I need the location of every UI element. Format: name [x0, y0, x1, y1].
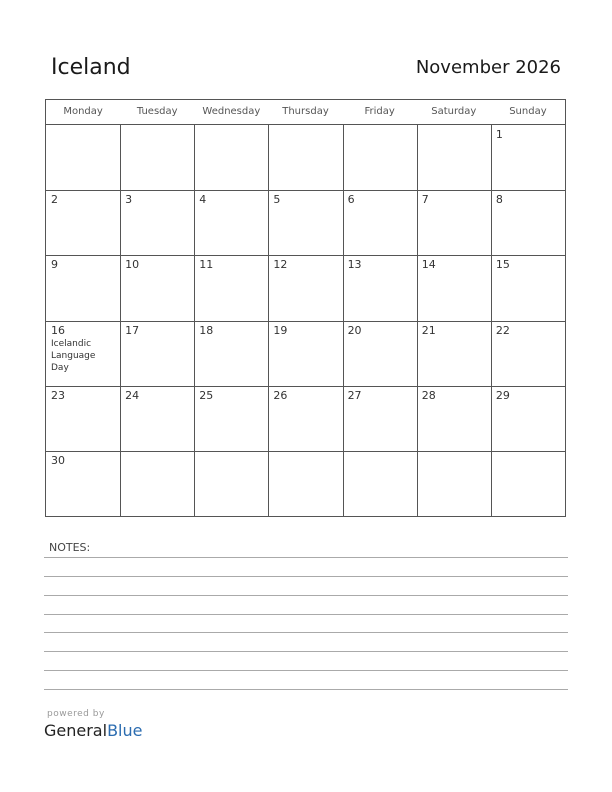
- day-number: 24: [125, 388, 140, 402]
- day-number: 11: [199, 258, 214, 272]
- day-number: 13: [347, 258, 362, 272]
- day-number: 20: [347, 323, 362, 337]
- day-number: 7: [421, 193, 429, 207]
- day-number: 16: [51, 323, 65, 337]
- holiday-label: Icelandic Language Day: [51, 338, 96, 373]
- day-number: 8: [495, 193, 503, 207]
- day-number: 14: [421, 258, 436, 272]
- grid-divider-horizontal: [46, 451, 565, 452]
- grid-divider-horizontal: [46, 255, 565, 256]
- weekday-4: Friday: [364, 106, 395, 117]
- day-number: 10: [125, 258, 140, 272]
- note-line: [44, 595, 568, 596]
- weekday-2: Wednesday: [202, 106, 261, 117]
- day-number: 23: [51, 388, 65, 402]
- day-number: 3: [125, 193, 133, 207]
- day-number: 28: [421, 388, 436, 402]
- day-number: 25: [199, 388, 214, 402]
- weekday-6: Sunday: [509, 106, 547, 117]
- day-number: 26: [273, 388, 288, 402]
- note-line: [44, 651, 568, 652]
- weekday-0: Monday: [63, 106, 103, 117]
- day-number: 2: [51, 193, 58, 207]
- note-line: [44, 557, 568, 558]
- weekday-3: Thursday: [282, 106, 329, 117]
- calendar-grid: [45, 99, 566, 517]
- day-number: 27: [347, 388, 362, 402]
- weekday-header-row: [46, 100, 565, 125]
- weekday-5: Saturday: [431, 106, 477, 117]
- day-number: 15: [495, 258, 510, 272]
- note-line: [44, 670, 568, 671]
- note-line: [44, 689, 568, 690]
- month-title: November 2026: [415, 57, 561, 78]
- day-number: 18: [199, 323, 214, 337]
- notes-label: NOTES:: [49, 541, 91, 554]
- day-number: 30: [51, 453, 65, 467]
- note-line: [44, 632, 568, 633]
- day-number: 12: [273, 258, 288, 272]
- day-number: 6: [347, 193, 355, 207]
- note-line: [44, 576, 568, 577]
- day-number: 29: [495, 388, 510, 402]
- brand-second: Blue: [107, 721, 143, 740]
- grid-divider-horizontal: [46, 321, 565, 322]
- day-number: 17: [125, 323, 140, 337]
- powered-by-text: powered by: [47, 709, 105, 719]
- brand-first: General: [44, 721, 108, 740]
- grid-divider-horizontal: [46, 190, 565, 191]
- day-number: 21: [421, 323, 436, 337]
- day-number: 4: [199, 193, 207, 207]
- day-number: 22: [495, 323, 510, 337]
- weekday-1: Tuesday: [136, 106, 178, 117]
- day-number: 1: [495, 128, 503, 141]
- day-number: 9: [51, 258, 58, 272]
- grid-divider-horizontal: [46, 386, 565, 387]
- note-line: [44, 614, 568, 615]
- brand-logo: [44, 721, 142, 740]
- day-number: 5: [273, 193, 281, 207]
- country-title: Iceland: [51, 55, 131, 80]
- day-number: 19: [273, 323, 288, 337]
